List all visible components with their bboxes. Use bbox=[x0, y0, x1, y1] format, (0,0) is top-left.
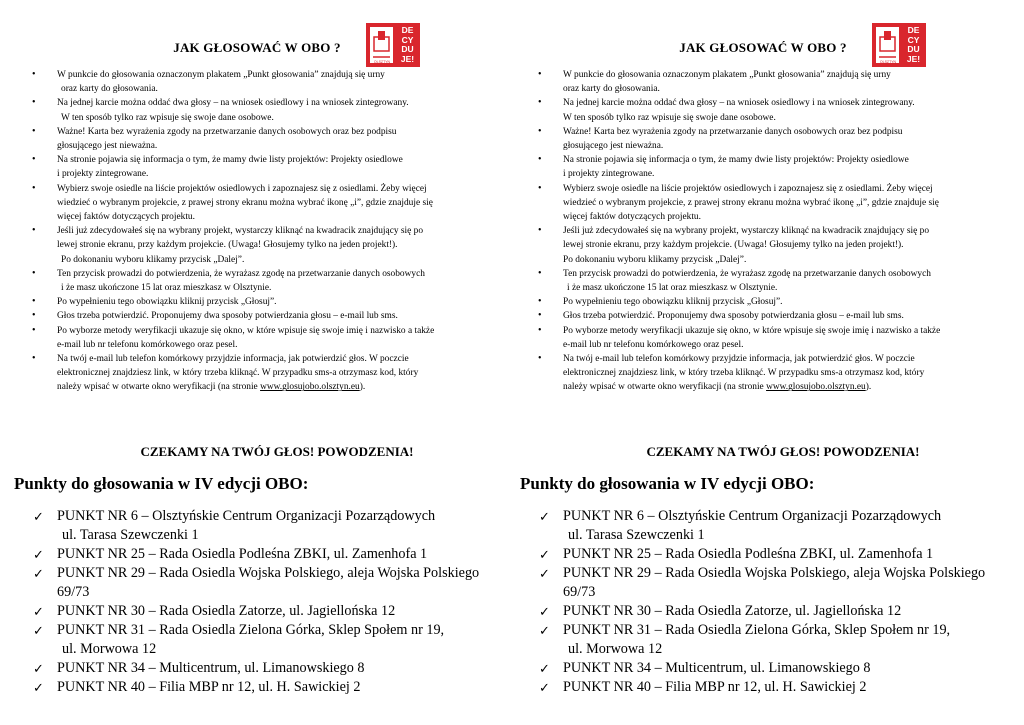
checkmark-icon: ✓ bbox=[33, 509, 44, 524]
checkmark-icon: ✓ bbox=[539, 604, 550, 619]
list-item: • Głos trzeba potwierdzić. Proponujemy dwa sposoby potwierdzania głosu – e-mail lub sms. bbox=[32, 310, 398, 322]
ballot-box-icon bbox=[370, 27, 393, 63]
list-item: ✓ PUNKT NR 25 – Rada Osiedla Podleśna ZBKI, ul. Zamenhofa 1 bbox=[33, 546, 428, 562]
checkmark-icon: ✓ bbox=[33, 604, 44, 619]
list-item: • Na jednej karcie można oddać dwa głosy – na wniosek osiedlowy i na wniosek zintegrowany. W ten sposób tylko raz wpisuje się swoje dane osobowe. bbox=[32, 97, 409, 123]
obo-logo: DE CY DU JE! OLSZTYN bbox=[872, 23, 926, 67]
list-item: • Ważne! Karta bez wyrażenia zgody na przetwarzanie danych osobowych oraz bez podpisu głosującego jest nieważna. bbox=[538, 125, 903, 152]
list-item: • W punkcie do głosowania oznaczonym plakatem „Punkt głosowania” znajdują się urny oraz karty do głosowania. bbox=[32, 69, 385, 95]
list-item: ✓ PUNKT NR 25 – Rada Osiedla Podleśna ZBKI, ul. Zamenhofa 1 bbox=[539, 546, 934, 562]
checkmark-icon: ✓ bbox=[33, 547, 44, 562]
checkmark-icon: ✓ bbox=[539, 661, 550, 676]
list-item: • Głos trzeba potwierdzić. Proponujemy dwa sposoby potwierdzania głosu – e-mail lub sms. bbox=[538, 310, 904, 322]
checkmark-icon: ✓ bbox=[33, 680, 44, 695]
list-item: • Na jednej karcie można oddać dwa głosy – na wniosek osiedlowy i na wniosek zintegrowany. W ten sposób tylko raz wpisuje się swoje dane osobowe. bbox=[538, 97, 915, 123]
points-heading: Punkty do głosowania w IV edycji OBO: bbox=[520, 474, 815, 493]
checkmark-icon: ✓ bbox=[539, 509, 550, 524]
obo-logo: DE CY DU JE! OLSZTYN bbox=[366, 23, 420, 67]
list-item: • Ważne! Karta bez wyrażenia zgody na przetwarzanie danych osobowych oraz bez podpisu głosującego jest nieważna. bbox=[32, 125, 397, 152]
list-item: ✓ PUNKT NR 29 – Rada Osiedla Wojska Polskiego, aleja Wojska Polskiego 69/73 bbox=[33, 565, 480, 600]
list-item: • Po wyborze metody weryfikacji ukazuje się okno, w które wpisuje się swoje imię i nazwisko a także e-mail lub nr telefonu komórkowego oraz pesel. bbox=[32, 324, 435, 350]
list-item: ✓ PUNKT NR 30 – Rada Osiedla Zatorze, ul. Jagiellońska 12 bbox=[539, 603, 902, 619]
await-message: CZEKAMY NA TWÓJ GŁOS! POWODZENIA! bbox=[646, 444, 920, 459]
points-heading: Punkty do głosowania w IV edycji OBO: bbox=[14, 474, 309, 493]
list-item: • Po wypełnieniu tego obowiązku kliknij przycisk „Głosuj”. bbox=[32, 296, 277, 308]
list-item: ✓ PUNKT NR 34 – Multicentrum, ul. Limanowskiego 8 bbox=[33, 660, 365, 676]
checkmark-icon: ✓ bbox=[539, 623, 550, 638]
list-item: • W punkcie do głosowania oznaczonym plakatem „Punkt głosowania” znajdują się urny oraz karty do głosowania. bbox=[538, 69, 891, 95]
website-link[interactable]: www.glosujobo.olsztyn.eu bbox=[260, 382, 360, 393]
list-item: • Po wypełnieniu tego obowiązku kliknij przycisk „Głosuj”. bbox=[538, 296, 783, 308]
list-item: • Po wyborze metody weryfikacji ukazuje się okno, w które wpisuje się swoje imię i nazwisko a także e-mail lub nr telefonu komórkowego oraz pesel. bbox=[538, 324, 941, 350]
checkmark-icon: ✓ bbox=[539, 547, 550, 562]
list-item: • Wybierz swoje osiedle na liście projektów osiedlowych i zapoznajesz się z osiedlami. Żeby więcej wiedzieć o wybranym projekcie, z prawej strony ekranu można wybrać ikonę „i”, gdzie znajduje się więcej faktów dotyczących projektu. bbox=[32, 182, 433, 223]
ballot-box-icon bbox=[876, 27, 899, 63]
list-item: ✓ PUNKT NR 40 – Filia MBP nr 12, ul. H. Sawickiej 2 bbox=[33, 679, 361, 695]
list-item: ✓ PUNKT NR 31 – Rada Osiedla Zielona Górka, Sklep Społem nr 19, ul. Morwowa 12 bbox=[33, 622, 445, 657]
list-item: ✓ PUNKT NR 31 – Rada Osiedla Zielona Górka, Sklep Społem nr 19, ul. Morwowa 12 bbox=[539, 622, 951, 657]
list-item: • Ten przycisk prowadzi do potwierdzenia, że wyrażasz zgodę na przetwarzanie danych osobowych i że masz ukończone 15 lat oraz mieszkasz w Olsztynie. bbox=[538, 267, 931, 294]
list-item: ✓ PUNKT NR 29 – Rada Osiedla Wojska Polskiego, aleja Wojska Polskiego 69/73 bbox=[539, 565, 986, 600]
instruction-list bbox=[29, 68, 499, 395]
flyer-right bbox=[506, 0, 1012, 725]
list-item: ✓ PUNKT NR 6 – Olsztyńskie Centrum Organizacji Pozarządowych ul. Tarasa Szewczenki 1 bbox=[33, 508, 436, 543]
list-item: • Jeśli już zdecydowałeś się na wybrany projekt, wystarczy kliknąć na kwadracik znajdujący się po lewej stronie ekranu, przy każdym projekcie. (Uwaga! Głosujemy tylko na jeden projekt!). Po dokonaniu wyboru klikamy przycisk „Dalej”. bbox=[538, 225, 930, 265]
list-item: • Wybierz swoje osiedle na liście projektów osiedlowych i zapoznajesz się z osiedlami. Żeby więcej wiedzieć o wybranym projekcie, z prawej strony ekranu można wybrać ikonę „i”, gdzie znajduje się więcej faktów dotyczących projektu. bbox=[538, 182, 939, 223]
list-item: ✓ PUNKT NR 30 – Rada Osiedla Zatorze, ul. Jagiellońska 12 bbox=[33, 603, 396, 619]
list-item: ✓ PUNKT NR 6 – Olsztyńskie Centrum Organizacji Pozarządowych ul. Tarasa Szewczenki 1 bbox=[539, 508, 942, 543]
list-item: ✓ PUNKT NR 34 – Multicentrum, ul. Limanowskiego 8 bbox=[539, 660, 871, 676]
voting-points-list bbox=[539, 507, 999, 697]
website-link[interactable]: www.glosujobo.olsztyn.eu bbox=[766, 382, 866, 393]
page-title: JAK GŁOSOWAĆ W OBO ? bbox=[679, 40, 847, 55]
page-title: JAK GŁOSOWAĆ W OBO ? bbox=[173, 40, 341, 55]
list-item: • Na stronie pojawia się informacja o tym, że mamy dwie listy projektów: Projekty osiedlowe i projekty zintegrowane. bbox=[32, 154, 403, 180]
checkmark-icon: ✓ bbox=[33, 661, 44, 676]
instruction-list bbox=[535, 68, 1005, 395]
flyer-left bbox=[0, 0, 506, 725]
list-item: • Na stronie pojawia się informacja o tym, że mamy dwie listy projektów: Projekty osiedlowe i projekty zintegrowane. bbox=[538, 154, 909, 180]
checkmark-icon: ✓ bbox=[539, 680, 550, 695]
checkmark-icon: ✓ bbox=[33, 566, 44, 581]
list-item: • Jeśli już zdecydowałeś się na wybrany projekt, wystarczy kliknąć na kwadracik znajdujący się po lewej stronie ekranu, przy każdym projekcie. (Uwaga! Głosujemy tylko na jeden projekt!). Po dokonaniu wyboru klikamy przycisk „Dalej”. bbox=[32, 225, 424, 265]
await-message: CZEKAMY NA TWÓJ GŁOS! POWODZENIA! bbox=[140, 444, 414, 459]
checkmark-icon: ✓ bbox=[33, 623, 44, 638]
list-item: • Na twój e-mail lub telefon komórkowy przyjdzie informacja, jak potwierdzić głos. W poczcie elektronicznej znajdziesz link, w który trzeba kliknąć. W przypadku sms-a otrzymasz kod, który należy wpisać w otwarte okno weryfikacji (na stronie www.glosujobo.olsztyn.eu). bbox=[538, 353, 925, 393]
list-item: • Ten przycisk prowadzi do potwierdzenia, że wyrażasz zgodę na przetwarzanie danych osobowych i że masz ukończone 15 lat oraz mieszkasz w Olsztynie. bbox=[32, 267, 425, 294]
list-item: ✓ PUNKT NR 40 – Filia MBP nr 12, ul. H. Sawickiej 2 bbox=[539, 679, 867, 695]
checkmark-icon: ✓ bbox=[539, 566, 550, 581]
list-item: • Na twój e-mail lub telefon komórkowy przyjdzie informacja, jak potwierdzić głos. W poczcie elektronicznej znajdziesz link, w który trzeba kliknąć. W przypadku sms-a otrzymasz kod, który należy wpisać w otwarte okno weryfikacji (na stronie www.glosujobo.olsztyn.eu). bbox=[32, 353, 419, 393]
voting-points-list bbox=[33, 507, 493, 697]
